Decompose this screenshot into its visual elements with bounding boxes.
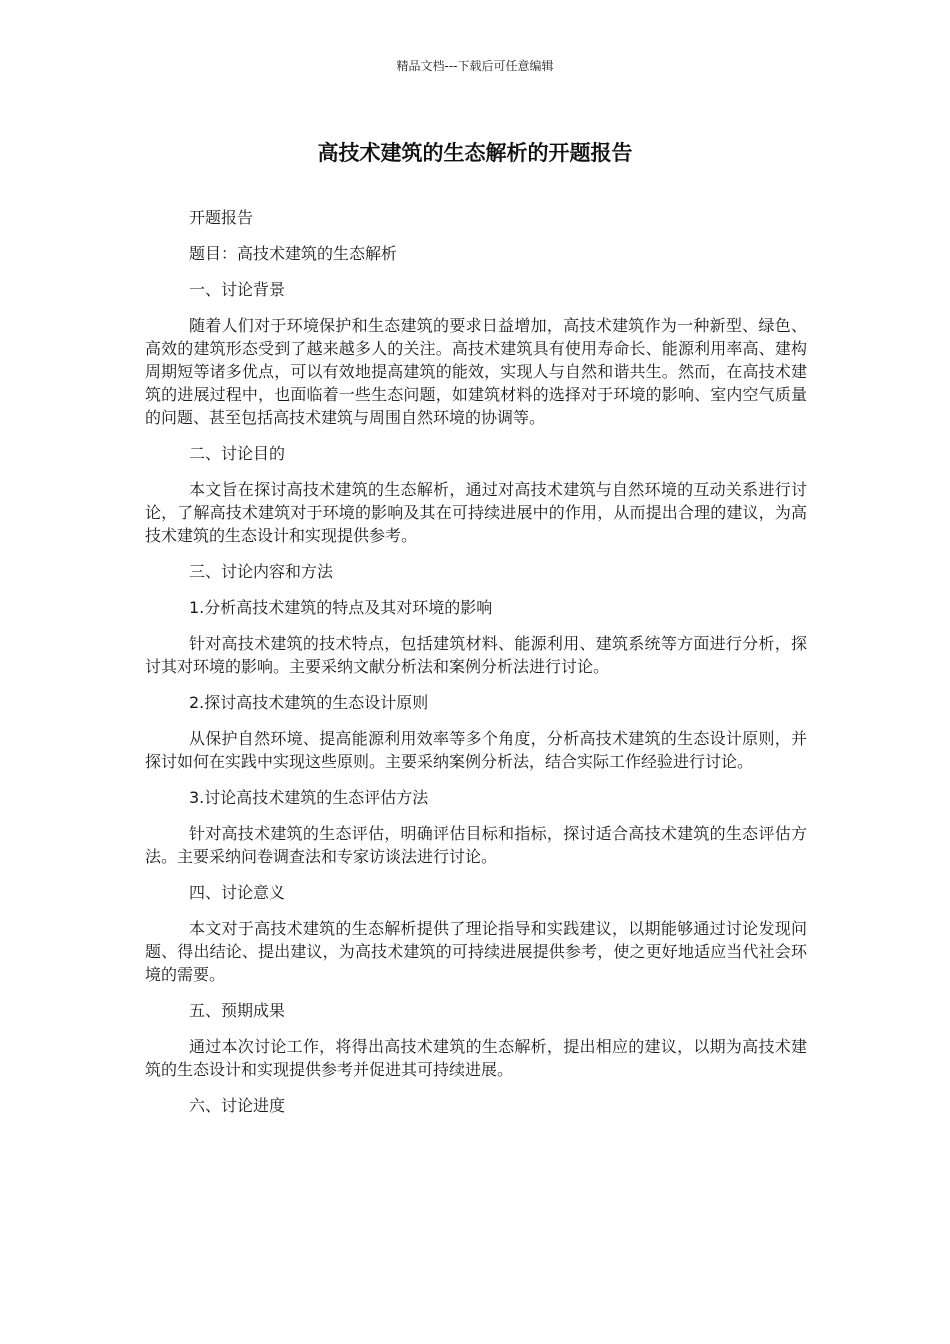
- section-heading-significance: 四、讨论意义: [189, 883, 286, 902]
- document-title: 高技术建筑的生态解析的开题报告: [317, 141, 633, 165]
- subheading-3: 3.讨论高技术建筑的生态评估方法: [189, 788, 429, 807]
- paragraph-sub-2: 从保护自然环境、提高能源利用效率等多个角度，分析高技术建筑的生态设计原则，并探讨如何在实践中实现这些原则。主要采纳案例分析法，结合实际工作经验进行讨论。: [145, 729, 807, 771]
- paragraph-purpose: 本文旨在探讨高技术建筑的生态解析，通过对高技术建筑与自然环境的互动关系进行讨论，了解高技术建筑对于环境的影响及其在可持续进展中的作用，从而提出合理的建议，为高技术建筑的生态设计和实现提供参考。: [145, 480, 807, 545]
- page-header: 精品文档---下载后可任意编辑: [396, 59, 554, 73]
- paragraph-sub-3: 针对高技术建筑的生态评估，明确评估目标和指标，探讨适合高技术建筑的生态评估方法。主要采纳问卷调查法和专家访谈法进行讨论。: [145, 824, 807, 866]
- paragraph-significance: 本文对于高技术建筑的生态解析提供了理论指导和实践建议，以期能够通过讨论发现问题、得出结论、提出建议，为高技术建筑的可持续进展提供参考，使之更好地适应当代社会环境的需要。: [145, 919, 807, 984]
- paragraph-expected-results: 通过本次讨论工作，将得出高技术建筑的生态解析，提出相应的建议，以期为高技术建筑的生态设计和实现提供参考并促进其可持续进展。: [145, 1037, 807, 1079]
- document-body: [145, 206, 807, 1117]
- section-heading-content-methods: 三、讨论内容和方法: [189, 562, 334, 581]
- paragraph-sub-1: 针对高技术建筑的技术特点，包括建筑材料、能源利用、建筑系统等方面进行分析，探讨其对环境的影响。主要采纳文献分析法和案例分析法进行讨论。: [145, 634, 807, 676]
- section-heading-progress: 六、讨论进度: [189, 1096, 286, 1115]
- topic-line: 题目：高技术建筑的生态解析: [189, 244, 398, 263]
- section-heading-background: 一、讨论背景: [189, 280, 286, 299]
- subheading-2: 2.探讨高技术建筑的生态设计原则: [189, 693, 429, 712]
- subheading-1: 1.分析高技术建筑的特点及其对环境的影响: [189, 598, 493, 617]
- section-heading-expected-results: 五、预期成果: [189, 1001, 286, 1020]
- paragraph-background: 随着人们对于环境保护和生态建筑的要求日益增加，高技术建筑作为一种新型、绿色、高效的建筑形态受到了越来越多人的关注。高技术建筑具有使用寿命长、能源利用率高、建构周期短等诸多优点，可以有效地提高建筑的能效，实现人与自然和谐共生。然而，在高技术建筑的进展过程中，也面临着一些生态问题，如建筑材料的选择对于环境的影响、室内空气质量的问题、甚至包括高技术建筑与周围自然环境的协调等。: [145, 316, 807, 427]
- heading-proposal: 开题报告: [189, 208, 254, 227]
- section-heading-purpose: 二、讨论目的: [189, 444, 286, 463]
